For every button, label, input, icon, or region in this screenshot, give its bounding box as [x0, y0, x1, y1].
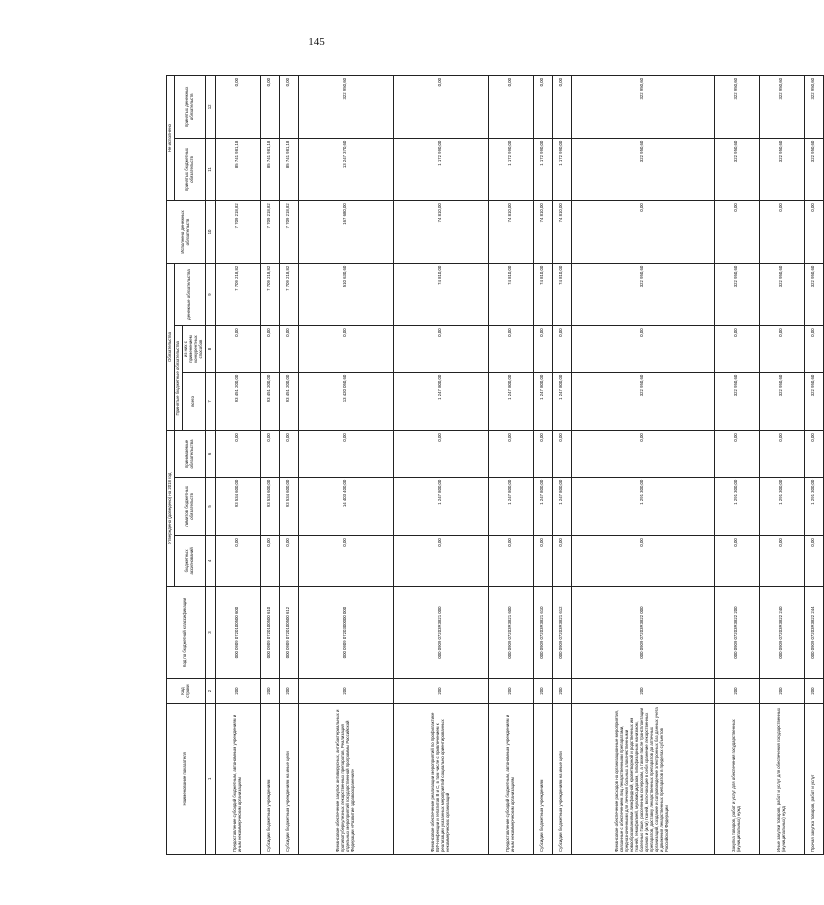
row-code: 200	[714, 679, 759, 703]
row-name: Финансовое обеспечение расходов на организационные мероприятия, связанные с обеспечением лиц лекарственными препаратами, предназначенными для лечения больных злокачественными новообразованиями лимфоидной, кроветворной и родственных им тканей, гемофилией, муковисцидозом, гипофизарным нанизмом, болезнью Гоше, рассеянным склерозом, а также после трансплантации органов и (или) тканей, включающие в себя хранение лекарственных препаратов, доставку лекарственных препаратов до аптечных организаций, создание и сопровождение электронных баз данных учета и движения лекарственных препаратов в пределах субъектов Российской Федерации	[571, 703, 714, 854]
cell-executed-money: 74 810,00	[393, 201, 488, 264]
row-name: Субсидии бюджетным учреждениям на иные цели	[279, 703, 298, 854]
cell-executed-money: 74 810,00	[533, 201, 552, 264]
cell-unexecuted-money: 0,00	[488, 76, 533, 139]
header-approved-limits: лимитов бюджетных обязательств	[174, 477, 205, 536]
row-code: 200	[298, 679, 393, 703]
cell-obligations-money: 322 950,60	[571, 263, 714, 326]
cell-executed-money: 7 709 218,82	[260, 201, 279, 264]
cell-approved-budget-alloc: 0,00	[533, 536, 552, 586]
cell-approved-budget-alloc: 0,00	[215, 536, 260, 586]
header-obligations-competitive: из них с применением конкурентных способов	[182, 326, 205, 372]
header-approved-budget-alloc: бюджетных ассигнований	[174, 536, 205, 586]
column-index: 5	[205, 477, 215, 536]
cell-unexecuted-budget: 1 172 990,00	[488, 138, 533, 201]
cell-unexecuted-money: 0,00	[533, 76, 552, 139]
cell-approved-limits: 93 534 600,00	[215, 477, 260, 536]
cell-obligations-total: 1 247 800,00	[533, 372, 552, 431]
cell-accepted-obligations: 0,00	[571, 431, 714, 477]
cell-accepted-obligations: 0,00	[804, 431, 823, 477]
row-code: 200	[533, 679, 552, 703]
cell-approved-limits: 1 291 300,00	[759, 477, 804, 536]
table-row	[552, 76, 571, 855]
cell-obligations-money: 7 709 218,82	[279, 263, 298, 326]
row-kbk: 000 0909 07203R3821 000	[393, 586, 488, 679]
cell-obligations-competitive: 0,00	[533, 326, 552, 372]
row-kbk: 000 0909 0720100500 600	[215, 586, 260, 679]
row-name: Закупка товаров, работ и услуг для обеспечения государственных (муниципальных) нужд	[714, 703, 759, 854]
header-name: Наименование показателя	[167, 703, 206, 854]
cell-approved-limits: 1 291 300,00	[714, 477, 759, 536]
budget-execution-table	[166, 75, 824, 855]
cell-executed-money: 167 680,00	[298, 201, 393, 264]
row-name: Субсидии бюджетным учреждениям	[533, 703, 552, 854]
table-row	[298, 76, 393, 855]
cell-unexecuted-budget: 1 172 990,00	[552, 138, 571, 201]
cell-approved-limits: 1 247 800,00	[533, 477, 552, 536]
cell-obligations-money: 322 950,60	[759, 263, 804, 326]
cell-unexecuted-money: 322 950,60	[804, 76, 823, 139]
cell-executed-money: 74 810,00	[488, 201, 533, 264]
cell-unexecuted-budget: 1 172 990,00	[393, 138, 488, 201]
row-name: Предоставление субсидий бюджетным, автономным учреждениям и иным некоммерческим организациям	[488, 703, 533, 854]
cell-obligations-money: 74 810,00	[533, 263, 552, 326]
cell-unexecuted-money: 322 950,60	[298, 76, 393, 139]
column-index: 2	[205, 679, 215, 703]
cell-approved-limits: 93 534 600,00	[279, 477, 298, 536]
cell-approved-limits: 1 247 800,00	[393, 477, 488, 536]
cell-unexecuted-budget: 85 741 981,18	[260, 138, 279, 201]
row-code: 200	[759, 679, 804, 703]
header-obligations-group: Обязательства	[167, 263, 175, 430]
cell-obligations-money: 510 630,60	[298, 263, 393, 326]
table-row	[571, 76, 714, 855]
header-code-row: Код строки	[167, 679, 206, 703]
cell-unexecuted-money: 0,00	[215, 76, 260, 139]
cell-obligations-competitive: 0,00	[215, 326, 260, 372]
row-name: Прочая закупка товаров, работ и услуг	[804, 703, 823, 854]
row-kbk: 000 0909 07203R3821 612	[552, 586, 571, 679]
cell-obligations-money: 74 810,00	[552, 263, 571, 326]
row-name: Субсидии бюджетным учреждениям	[260, 703, 279, 854]
row-name: Иные закупки товаров, работ и услуг для обеспечения государственных (муниципальных) нужд	[759, 703, 804, 854]
table-row	[279, 76, 298, 855]
header-unexecuted-money: принятых денежных обязательств	[174, 76, 205, 139]
cell-unexecuted-budget: 322 950,60	[714, 138, 759, 201]
row-code: 200	[215, 679, 260, 703]
cell-accepted-obligations: 0,00	[714, 431, 759, 477]
cell-obligations-total: 93 451 200,00	[260, 372, 279, 431]
cell-executed-money: 0,00	[759, 201, 804, 264]
column-index: 4	[205, 536, 215, 586]
cell-approved-budget-alloc: 0,00	[393, 536, 488, 586]
row-kbk: 000 0909 07203R3822 000	[571, 586, 714, 679]
cell-approved-limits: 1 291 300,00	[571, 477, 714, 536]
header-obligations-total: всего	[182, 372, 205, 431]
cell-obligations-money: 74 810,00	[488, 263, 533, 326]
column-index: 8	[205, 326, 215, 372]
table-row	[488, 76, 533, 855]
row-name: Финансовое обеспечение реализации мероприятий по профилактике ВИЧ-инфекции и гепатитов В и С, в том числе с привлечением к реализации указанных мероприятий социально ориентированных некоммерческих организаций	[393, 703, 488, 854]
cell-obligations-competitive: 0,00	[298, 326, 393, 372]
cell-obligations-total: 322 950,60	[759, 372, 804, 431]
cell-obligations-money: 322 950,60	[804, 263, 823, 326]
column-index: 1	[205, 703, 215, 854]
cell-accepted-obligations: 0,00	[488, 431, 533, 477]
header-unexecuted-group: Не исполнено	[167, 76, 175, 201]
header-executed-money: Исполнено денежных обязательств	[167, 201, 206, 264]
header-obligations-money: денежные обязательства	[174, 263, 205, 326]
cell-unexecuted-budget: 322 950,60	[759, 138, 804, 201]
column-index: 7	[205, 372, 215, 431]
cell-unexecuted-money: 322 950,60	[714, 76, 759, 139]
cell-approved-budget-alloc: 0,00	[298, 536, 393, 586]
table-row	[533, 76, 552, 855]
table-row	[714, 76, 759, 855]
cell-obligations-competitive: 0,00	[714, 326, 759, 372]
cell-unexecuted-budget: 322 950,60	[804, 138, 823, 201]
table-row	[393, 76, 488, 855]
row-kbk: 000 0909 0720100500 612	[279, 586, 298, 679]
cell-unexecuted-money: 0,00	[393, 76, 488, 139]
cell-approved-budget-alloc: 0,00	[759, 536, 804, 586]
row-name: Финансовое обеспечение закупок антивирусных, антибактериальных и противотуберкулезных лекарственных препаратов, Реализация отдельных мероприятий государственной программы Российской Федерации «Развитие здравоохранения»	[298, 703, 393, 854]
cell-approved-limits: 14 403 400,00	[298, 477, 393, 536]
column-index: 3	[205, 586, 215, 679]
cell-accepted-obligations: 0,00	[533, 431, 552, 477]
cell-unexecuted-money: 322 950,60	[759, 76, 804, 139]
table-row	[759, 76, 804, 855]
row-name: Субсидии бюджетным учреждениям на иные цели	[552, 703, 571, 854]
cell-accepted-obligations: 0,00	[552, 431, 571, 477]
cell-obligations-total: 93 451 200,00	[215, 372, 260, 431]
column-index: 10	[205, 201, 215, 264]
cell-obligations-competitive: 0,00	[759, 326, 804, 372]
cell-executed-money: 0,00	[804, 201, 823, 264]
cell-obligations-money: 7 709 218,82	[260, 263, 279, 326]
page-number: 145	[308, 36, 325, 48]
row-kbk: 000 0909 07203R3821 600	[488, 586, 533, 679]
cell-accepted-obligations: 0,00	[759, 431, 804, 477]
cell-unexecuted-money: 322 950,60	[571, 76, 714, 139]
cell-unexecuted-budget: 322 950,60	[571, 138, 714, 201]
cell-obligations-money: 7 709 218,82	[215, 263, 260, 326]
cell-unexecuted-money: 0,00	[552, 76, 571, 139]
table-row	[804, 76, 823, 855]
cell-unexecuted-budget: 85 741 981,18	[279, 138, 298, 201]
row-code: 200	[393, 679, 488, 703]
row-kbk: 000 0909 0720300000 000	[298, 586, 393, 679]
cell-obligations-total: 322 950,60	[714, 372, 759, 431]
header-approved-group: Утверждено (доведено) на 2018 год	[167, 431, 175, 586]
cell-approved-limits: 93 534 600,00	[260, 477, 279, 536]
cell-obligations-total: 1 247 800,00	[552, 372, 571, 431]
cell-obligations-competitive: 0,00	[804, 326, 823, 372]
cell-obligations-competitive: 0,00	[260, 326, 279, 372]
cell-accepted-obligations: 0,00	[260, 431, 279, 477]
cell-executed-money: 7 709 218,82	[279, 201, 298, 264]
row-code: 200	[488, 679, 533, 703]
row-kbk: 000 0909 07203R3822 240	[759, 586, 804, 679]
cell-obligations-total: 1 247 800,00	[393, 372, 488, 431]
cell-unexecuted-money: 0,00	[260, 76, 279, 139]
row-kbk: 000 0909 07203R3821 610	[533, 586, 552, 679]
column-index: 11	[205, 138, 215, 201]
header-obligations-accepted-budget: Принятые бюджетные обязательства	[174, 326, 182, 431]
cell-obligations-total: 13 420 050,60	[298, 372, 393, 431]
row-name: Предоставление субсидий бюджетным, автономным учреждениям и иным некоммерческим организациям	[215, 703, 260, 854]
cell-executed-money: 0,00	[571, 201, 714, 264]
cell-accepted-obligations: 0,00	[215, 431, 260, 477]
cell-obligations-total: 93 451 200,00	[279, 372, 298, 431]
table-row	[260, 76, 279, 855]
row-kbk: 000 0909 07203R3822 200	[714, 586, 759, 679]
cell-approved-budget-alloc: 0,00	[714, 536, 759, 586]
cell-approved-limits: 1 291 300,00	[804, 477, 823, 536]
cell-obligations-money: 322 950,60	[714, 263, 759, 326]
cell-obligations-competitive: 0,00	[571, 326, 714, 372]
cell-approved-limits: 1 247 800,00	[552, 477, 571, 536]
cell-obligations-competitive: 0,00	[279, 326, 298, 372]
header-code-budget: Код по бюджетной классификации	[167, 586, 206, 679]
cell-approved-budget-alloc: 0,00	[279, 536, 298, 586]
cell-obligations-competitive: 0,00	[393, 326, 488, 372]
cell-approved-budget-alloc: 0,00	[260, 536, 279, 586]
cell-approved-budget-alloc: 0,00	[488, 536, 533, 586]
column-index: 9	[205, 263, 215, 326]
cell-approved-budget-alloc: 0,00	[804, 536, 823, 586]
cell-executed-money: 7 709 218,82	[215, 201, 260, 264]
row-code: 200	[552, 679, 571, 703]
row-code: 200	[571, 679, 714, 703]
cell-obligations-competitive: 0,00	[552, 326, 571, 372]
cell-obligations-total: 322 950,60	[571, 372, 714, 431]
table-row	[215, 76, 260, 855]
row-kbk: 000 0909 0720100500 610	[260, 586, 279, 679]
cell-accepted-obligations: 0,00	[393, 431, 488, 477]
rotated-table-area	[166, 75, 816, 855]
cell-unexecuted-budget: 85 741 981,18	[215, 138, 260, 201]
cell-approved-budget-alloc: 0,00	[552, 536, 571, 586]
header-accepted-obligations: принимаемые обязательства	[174, 431, 205, 477]
cell-accepted-obligations: 0,00	[298, 431, 393, 477]
cell-approved-budget-alloc: 0,00	[571, 536, 714, 586]
cell-executed-money: 0,00	[714, 201, 759, 264]
row-code: 200	[260, 679, 279, 703]
cell-accepted-obligations: 0,00	[279, 431, 298, 477]
cell-approved-limits: 1 247 800,00	[488, 477, 533, 536]
column-index: 12	[205, 76, 215, 139]
cell-obligations-money: 74 810,00	[393, 263, 488, 326]
cell-unexecuted-budget: 13 247 370,60	[298, 138, 393, 201]
column-index: 6	[205, 431, 215, 477]
row-code: 200	[279, 679, 298, 703]
table-rotator	[166, 75, 816, 855]
cell-executed-money: 74 810,00	[552, 201, 571, 264]
cell-obligations-competitive: 0,00	[488, 326, 533, 372]
cell-obligations-total: 322 950,60	[804, 372, 823, 431]
row-kbk: 000 0909 07203R3822 244	[804, 586, 823, 679]
row-code: 200	[804, 679, 823, 703]
cell-unexecuted-budget: 1 172 990,00	[533, 138, 552, 201]
header-unexecuted-budget: принятых бюджетных обязательств	[174, 138, 205, 201]
cell-unexecuted-money: 0,00	[279, 76, 298, 139]
cell-obligations-total: 1 247 800,00	[488, 372, 533, 431]
